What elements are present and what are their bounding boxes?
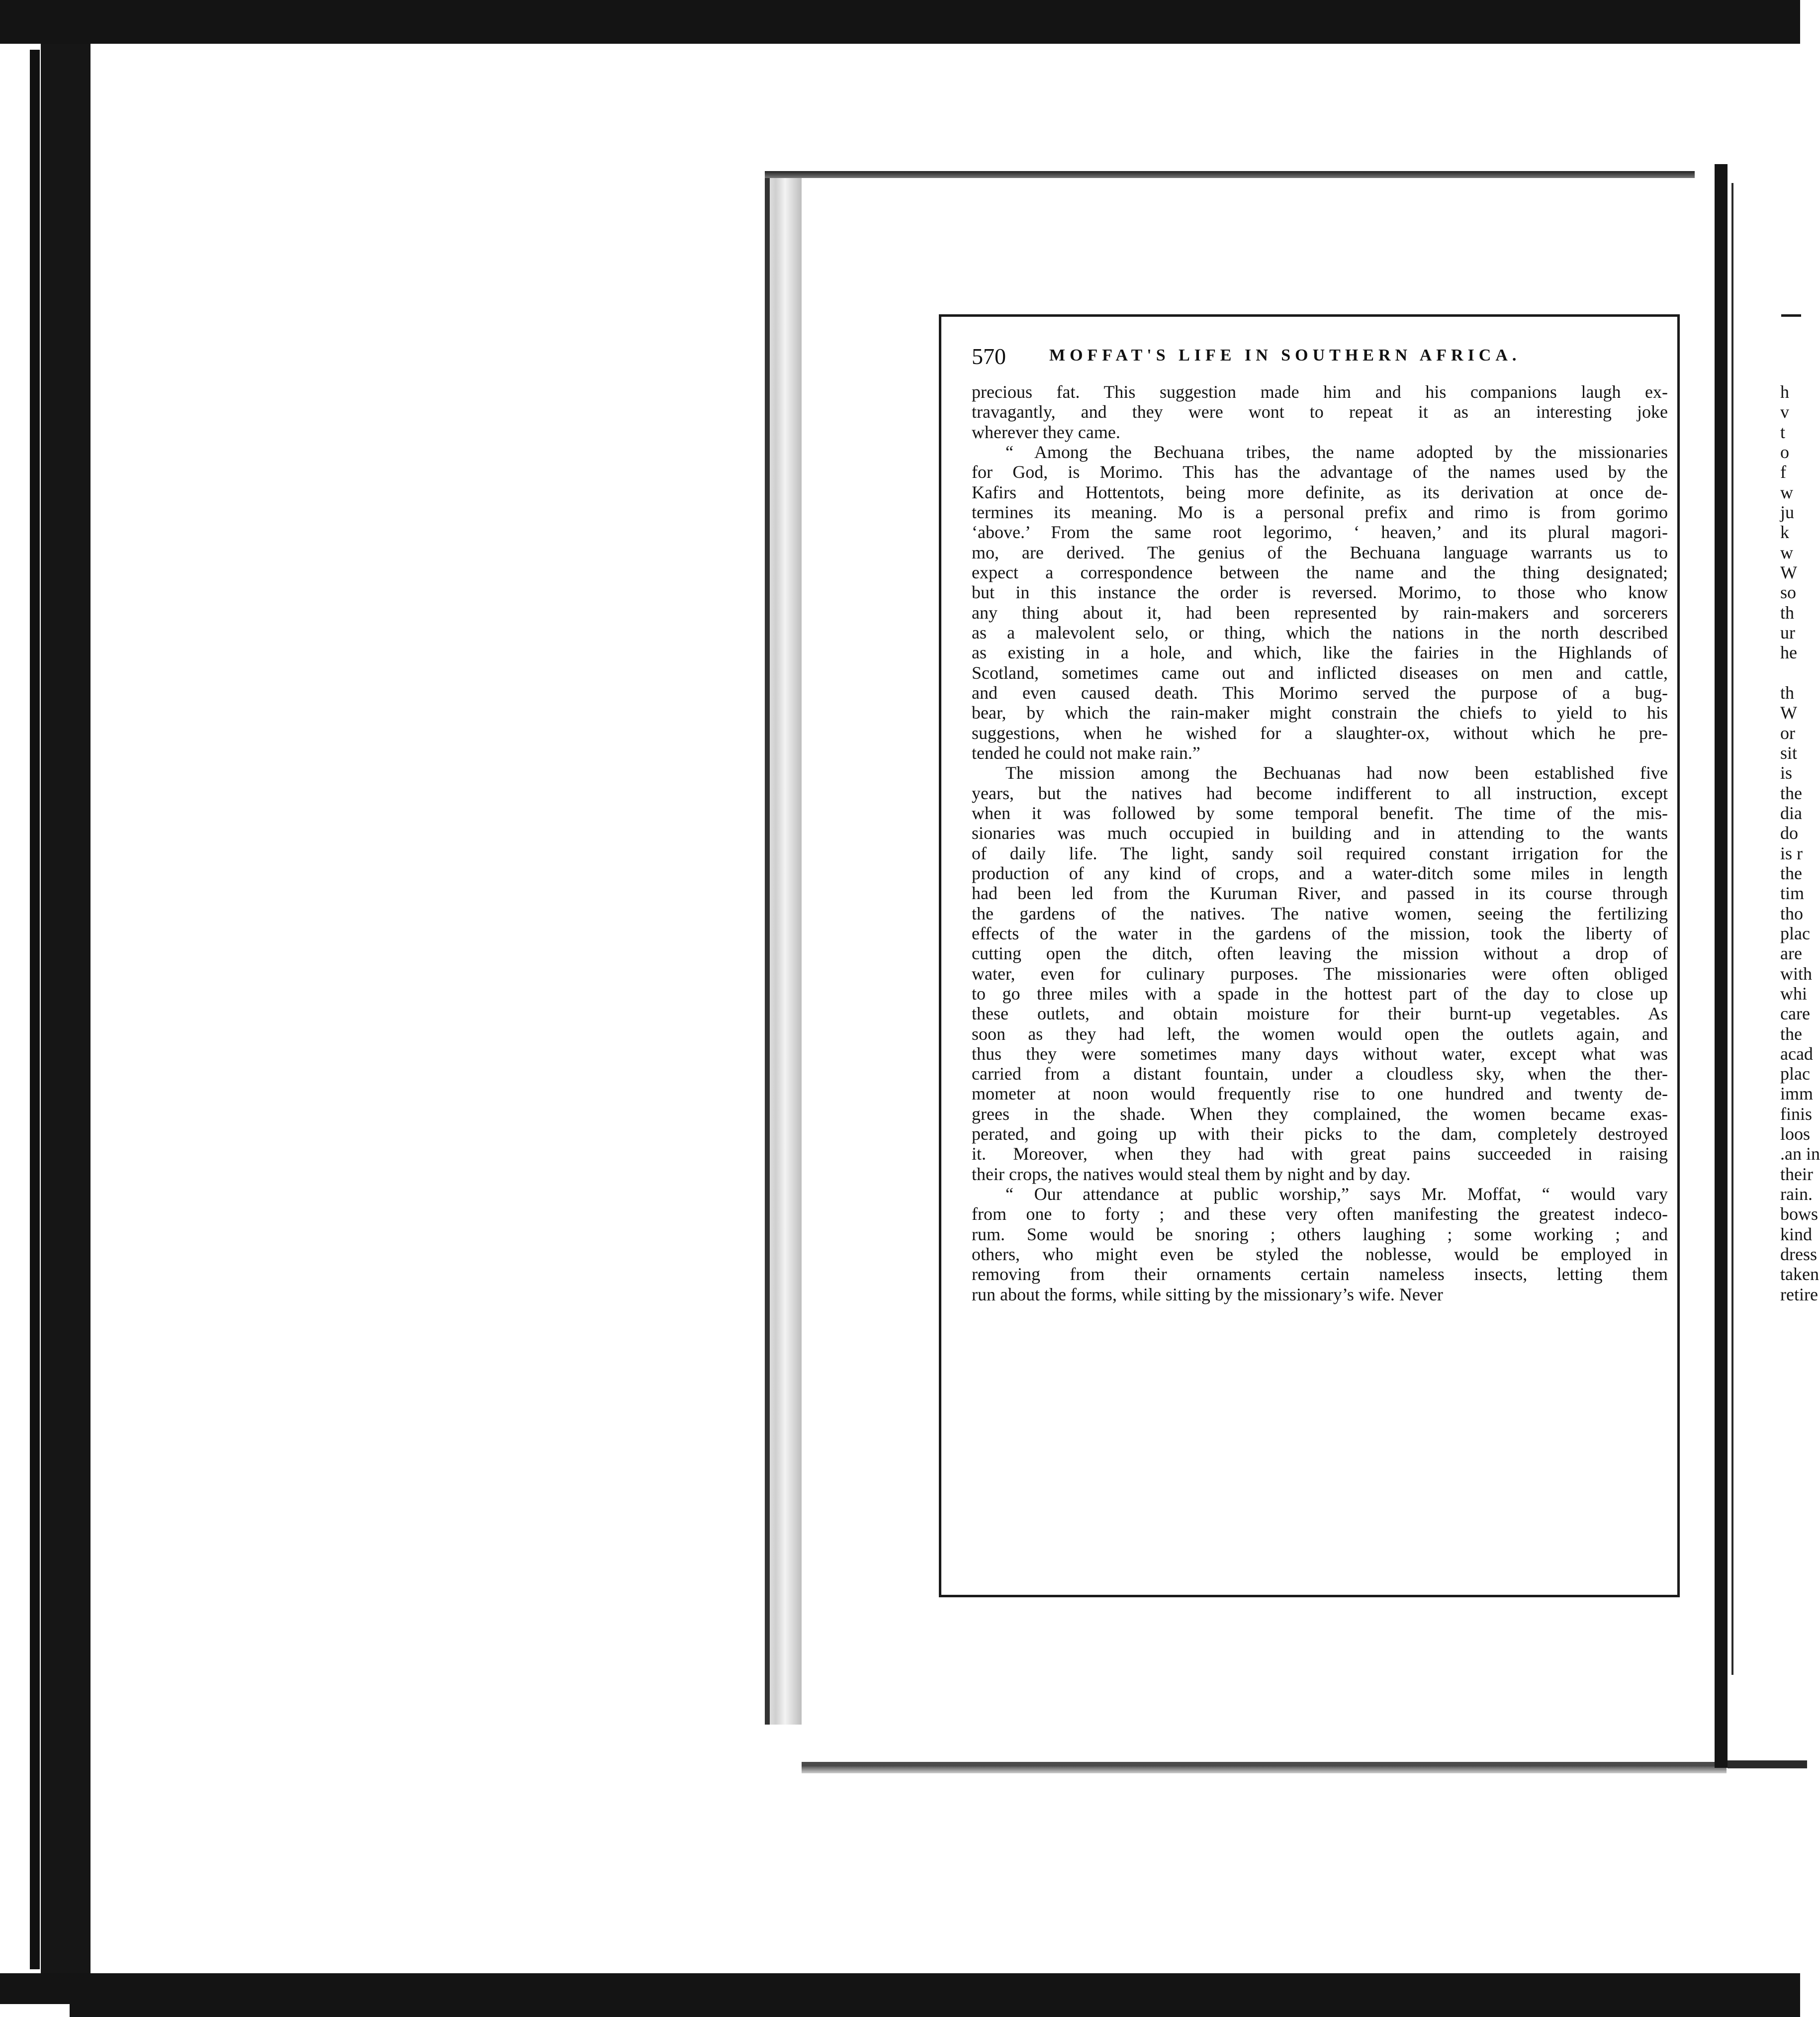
- text-line: termines its meaning. Mo is a personal prefix and rimo is from gorimo: [972, 502, 1668, 522]
- facing-page-line-fragment: retire: [1780, 1284, 1818, 1304]
- text-line: “ Among the Bechuana tribes, the name adopted by the missionaries: [1005, 442, 1668, 462]
- facing-page-line-fragment: kind: [1780, 1224, 1813, 1244]
- text-line: sionaries was much occupied in building and in attending to the wants: [972, 823, 1668, 843]
- text-line: mometer at noon would frequently rise to one hundred and twenty de-: [972, 1084, 1668, 1104]
- text-line: travagantly, and they were wont to repeat it as an interesting joke: [972, 402, 1668, 422]
- facing-page-line-fragment: v: [1780, 402, 1789, 422]
- running-head: [972, 343, 1668, 378]
- text-line: removing from their ornaments certain nameless insects, letting them: [972, 1264, 1668, 1284]
- text-line: as a malevolent selo, or thing, which the nations in the north described: [972, 622, 1668, 642]
- book-bottom-edge: [802, 1766, 1727, 1773]
- facing-page-line-fragment: k: [1780, 522, 1789, 543]
- facing-page-line-fragment: w: [1780, 482, 1793, 502]
- text-line: any thing about it, had been represented by rain-makers and sorcerers: [972, 602, 1668, 623]
- text-line: when it was followed by some temporal benefit. The time of the mis-: [972, 803, 1668, 823]
- text-line: production of any kind of crops, and a water-ditch some miles in length: [972, 863, 1668, 883]
- text-line: bear, by which the rain-maker might constrain the chiefs to yield to his: [972, 703, 1668, 723]
- facing-page-line-fragment: acad: [1780, 1043, 1813, 1064]
- text-line: years, but the natives had become indifferent to all instruction, except: [972, 783, 1668, 803]
- text-line: expect a correspondence between the name and the thing designated;: [972, 562, 1668, 582]
- text-line: cutting open the ditch, often leaving the mission without a drop of: [972, 943, 1668, 964]
- facing-page-line-fragment: bows: [1780, 1204, 1819, 1224]
- text-line: “ Our attendance at public worship,” says Mr. Moffat, “ would vary: [1005, 1184, 1668, 1204]
- facing-page-line-fragment: are: [1780, 943, 1802, 964]
- facing-page-margin-line: [1731, 183, 1733, 1675]
- facing-page-line-fragment: plac: [1780, 923, 1810, 943]
- facing-page-line-fragment: the: [1780, 783, 1802, 803]
- text-line: run about the forms, while sitting by the missionary’s wife. Never: [972, 1284, 1443, 1304]
- scan-bottom-border: [0, 1973, 1800, 2017]
- facing-page-line-fragment: care: [1780, 1004, 1810, 1024]
- facing-page-line-fragment: [1780, 663, 1802, 683]
- facing-page-line-fragment: do: [1780, 823, 1798, 843]
- text-line: to go three miles with a spade in the hottest part of the day to close up: [972, 983, 1668, 1004]
- facing-page-line-fragment: loos: [1780, 1124, 1811, 1144]
- book-page-edges: [765, 173, 802, 1725]
- facing-page-line-fragment: is: [1780, 763, 1793, 783]
- scan-top-border: [0, 0, 1800, 44]
- text-line: tended he could not make rain.”: [972, 742, 1200, 763]
- page-number: 570: [972, 344, 1006, 369]
- facing-page-line-fragment: tho: [1780, 903, 1804, 923]
- text-line: these outlets, and obtain moisture for their burnt-up vegetables. As: [972, 1004, 1668, 1024]
- text-line: Kafirs and Hottentots, being more definite, as its derivation at once de-: [972, 482, 1668, 502]
- text-line: as existing in a hole, and which, like the fairies in the Highlands of: [972, 642, 1668, 663]
- facing-page-line-fragment: th: [1780, 602, 1795, 623]
- text-line: for God, is Morimo. This has the advantage of the names used by the: [972, 462, 1668, 482]
- facing-page-line-fragment: is r: [1780, 843, 1803, 863]
- facing-page-frame-top: [1781, 314, 1801, 317]
- facing-page-line-fragment: .an in: [1780, 1144, 1820, 1164]
- facing-page-line-fragment: ju: [1780, 502, 1795, 522]
- text-line: The mission among the Bechuanas had now been established five: [1005, 763, 1668, 783]
- facing-page-line-fragment: imm: [1780, 1084, 1814, 1104]
- facing-page-line-fragment: W: [1780, 703, 1797, 723]
- text-line: others, who might even be styled the noblesse, would be employed in: [972, 1244, 1668, 1265]
- text-line: rum. Some would be snoring ; others laughing ; some working ; and: [972, 1224, 1668, 1244]
- facing-page-line-fragment: W: [1780, 562, 1797, 582]
- text-line: soon as they had left, the women would open the outlets again, and: [972, 1023, 1668, 1044]
- text-line: precious fat. This suggestion made him and his companions laugh ex-: [972, 382, 1668, 402]
- facing-page-line-fragment: w: [1780, 542, 1793, 562]
- facing-page-line-fragment: the: [1780, 1023, 1802, 1044]
- facing-page-line-fragment: dress: [1780, 1244, 1817, 1265]
- facing-page-line-fragment: h: [1780, 382, 1789, 402]
- facing-page-line-fragment: t: [1780, 422, 1786, 442]
- book-spine-shadow: [765, 173, 770, 1725]
- text-line: their crops, the natives would steal them by night and by day.: [972, 1164, 1411, 1184]
- facing-page-line-fragment: plac: [1780, 1064, 1810, 1084]
- scan-left-border: [41, 44, 91, 2017]
- facing-page-line-fragment: the: [1780, 863, 1802, 883]
- text-line: from one to forty ; and these very often manifesting the greatest indeco-: [972, 1204, 1668, 1224]
- text-line: Scotland, sometimes came out and inflicted diseases on men and cattle,: [972, 662, 1668, 683]
- scan-bottom-corner: [0, 2004, 70, 2017]
- text-line: but in this instance the order is reversed. Morimo, to those who know: [972, 582, 1668, 603]
- facing-page-line-fragment: so: [1780, 582, 1797, 603]
- text-line: thus they were sometimes many days without water, except what was: [972, 1043, 1668, 1064]
- facing-page-line-fragment: finis: [1780, 1103, 1813, 1124]
- facing-page-text-fragments: [1780, 382, 1820, 1304]
- facing-page-line-fragment: sit: [1780, 742, 1798, 763]
- text-line: and even caused death. This Morimo served the purpose of a bug-: [972, 682, 1668, 703]
- facing-page-line-fragment: whi: [1780, 983, 1807, 1004]
- text-line: mo, are derived. The genius of the Bechuana language warrants us to: [972, 542, 1668, 562]
- text-line: wherever they came.: [972, 422, 1120, 442]
- facing-page-line-fragment: rain.: [1780, 1184, 1813, 1204]
- text-line: carried from a distant fountain, under a cloudless sky, when the ther-: [972, 1064, 1668, 1084]
- text-line: it. Moreover, when they had with great pains succeeded in raising: [972, 1144, 1668, 1164]
- facing-page-line-fragment: tim: [1780, 883, 1805, 904]
- facing-page-line-fragment: ur: [1780, 622, 1795, 642]
- facing-page-line-fragment: dia: [1780, 803, 1802, 823]
- facing-page-line-fragment: taken: [1780, 1264, 1819, 1284]
- facing-page-line-fragment: th: [1780, 682, 1795, 703]
- body-text: [972, 382, 1668, 1304]
- facing-page-line-fragment: he: [1780, 642, 1797, 663]
- text-line: the gardens of the natives. The native women, seeing the fertilizing: [972, 903, 1668, 923]
- text-line: water, even for culinary purposes. The missionaries were often obliged: [972, 963, 1668, 984]
- text-line: grees in the shade. When they complained, the women became exas-: [972, 1103, 1668, 1124]
- book-top-edge: [765, 171, 1695, 178]
- scan-left-edge-line: [30, 50, 40, 1969]
- text-line: ‘above.’ From the same root legorimo, ‘ heaven,’ and its plural magori-: [972, 522, 1668, 543]
- facing-page-line-fragment: f: [1780, 462, 1786, 482]
- facing-page-line-fragment: or: [1780, 723, 1795, 743]
- running-title: MOFFAT'S LIFE IN SOUTHERN AFRICA.: [1049, 346, 1521, 365]
- text-line: suggestions, when he wished for a slaughter-ox, without which he pre-: [972, 723, 1668, 743]
- text-line: had been led from the Kuruman River, and passed in its course through: [972, 883, 1668, 904]
- facing-page-line-fragment: o: [1780, 442, 1789, 462]
- book-gutter: [1715, 164, 1728, 1768]
- facing-page-line-fragment: their: [1780, 1164, 1813, 1184]
- facing-page-line-fragment: with: [1780, 963, 1813, 984]
- facing-page-bottom-edge: [1728, 1760, 1807, 1768]
- text-line: of daily life. The light, sandy soil required constant irrigation for the: [972, 843, 1668, 863]
- text-line: perated, and going up with their picks to the dam, completely destroyed: [972, 1124, 1668, 1144]
- text-line: effects of the water in the gardens of the mission, took the liberty of: [972, 923, 1668, 943]
